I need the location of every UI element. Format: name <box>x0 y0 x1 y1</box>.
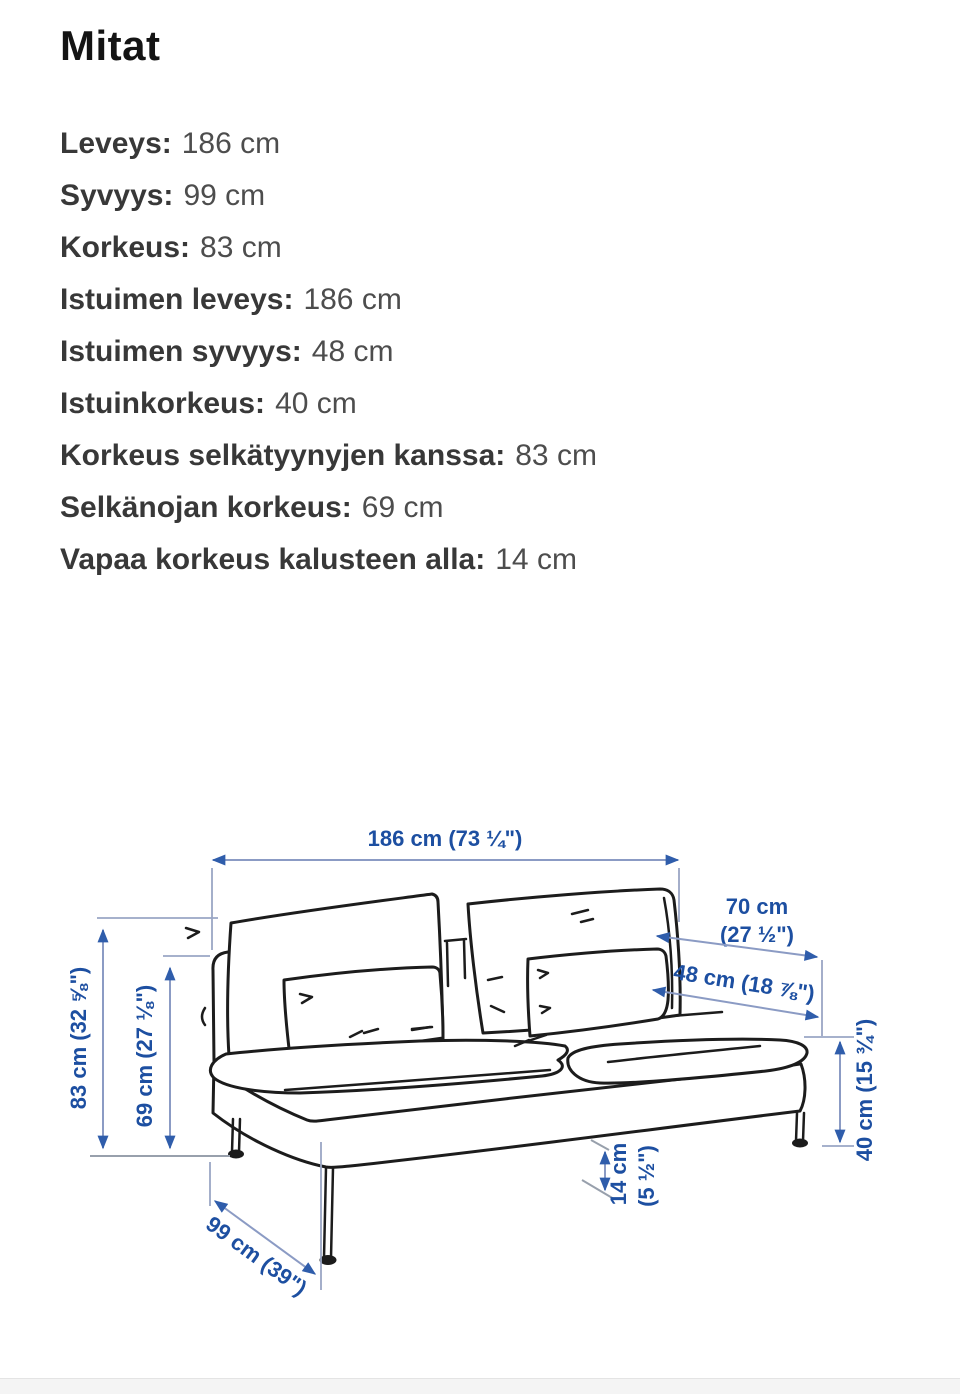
dim-total-depth-line2: (27 ½") <box>719 922 795 947</box>
dimension-row-seat-depth <box>60 326 597 378</box>
dimension-value: 40 cm <box>275 387 357 420</box>
sofa-leg-front-left <box>320 1168 337 1265</box>
cushion-crease <box>186 928 199 938</box>
dimension-value: 186 cm <box>303 283 402 316</box>
sofa-seat-cushion-right <box>568 1039 807 1083</box>
dimension-value: 83 cm <box>515 439 597 472</box>
sofa-dimension-diagram <box>60 810 960 1355</box>
sofa-sketch <box>186 889 808 1265</box>
dimension-row-width <box>60 118 597 170</box>
dimension-label: Leveys: <box>60 127 172 160</box>
dim-seat-depth-label: 48 cm (18 ⅞") <box>671 959 817 1007</box>
dimension-label: Syvyys: <box>60 179 174 212</box>
dim-seat-height-40 <box>804 1019 877 1162</box>
dim-backrest-69 <box>132 956 210 1148</box>
dim-depth-label: 99 cm (39") <box>201 1211 312 1301</box>
dimension-label: Selkänojan korkeus: <box>60 491 352 524</box>
sofa-back-rail <box>445 939 466 986</box>
dimension-label: Istuinkorkeus: <box>60 387 266 420</box>
section-divider <box>0 1378 960 1394</box>
sofa-leg-front-right <box>792 1113 808 1148</box>
dimension-value: 99 cm <box>183 179 266 212</box>
dimension-label: Korkeus selkätyynyjen kanssa: <box>60 439 506 472</box>
dimensions-list <box>60 118 597 586</box>
dimension-value: 14 cm <box>495 543 577 576</box>
dim-clearance-14 <box>582 1140 659 1207</box>
dimension-value: 186 cm <box>181 127 281 160</box>
dimension-value: 83 cm <box>200 231 282 264</box>
sofa-back-frame-edge <box>213 952 228 1062</box>
dimension-row-backrest-height <box>60 482 597 534</box>
dim-total-depth-line1: 70 cm <box>725 894 789 919</box>
dimension-value: 69 cm <box>361 491 444 524</box>
cushion-crease <box>202 1008 205 1025</box>
sofa-lumbar-pillow-right <box>528 949 669 1036</box>
dimension-value: 48 cm <box>311 335 394 368</box>
dim-clearance-line2: (5 ½") <box>634 1145 659 1207</box>
dimension-row-height <box>60 222 597 274</box>
dim-seat-height-label: 40 cm (15 ¾") <box>852 1018 877 1162</box>
dim-backrest-label: 69 cm (27 ⅛") <box>132 984 157 1128</box>
dimension-row-clearance <box>60 534 597 586</box>
page-title: Mitat <box>60 22 161 69</box>
dim-height-label: 83 cm (32 ⅝") <box>66 966 91 1110</box>
dimension-label: Korkeus: <box>60 231 191 264</box>
dimension-label: Vapaa korkeus kalusteen alla: <box>60 543 486 576</box>
dimension-label: Istuimen syvyys: <box>60 335 302 368</box>
dimension-label: Istuimen leveys: <box>60 283 294 316</box>
dim-total-depth-70 <box>657 894 817 957</box>
dim-depth-99 <box>201 1142 321 1301</box>
dimension-row-depth <box>60 170 597 222</box>
dimension-row-seat-width <box>60 274 597 326</box>
dimension-row-seat-height <box>60 378 597 430</box>
dim-width-label: 186 cm (73 ¼") <box>367 826 523 851</box>
dimension-row-height-with-cushions <box>60 430 597 482</box>
sofa-diagram-svg <box>60 810 960 1355</box>
dim-clearance-line1: 14 cm <box>606 1142 631 1206</box>
